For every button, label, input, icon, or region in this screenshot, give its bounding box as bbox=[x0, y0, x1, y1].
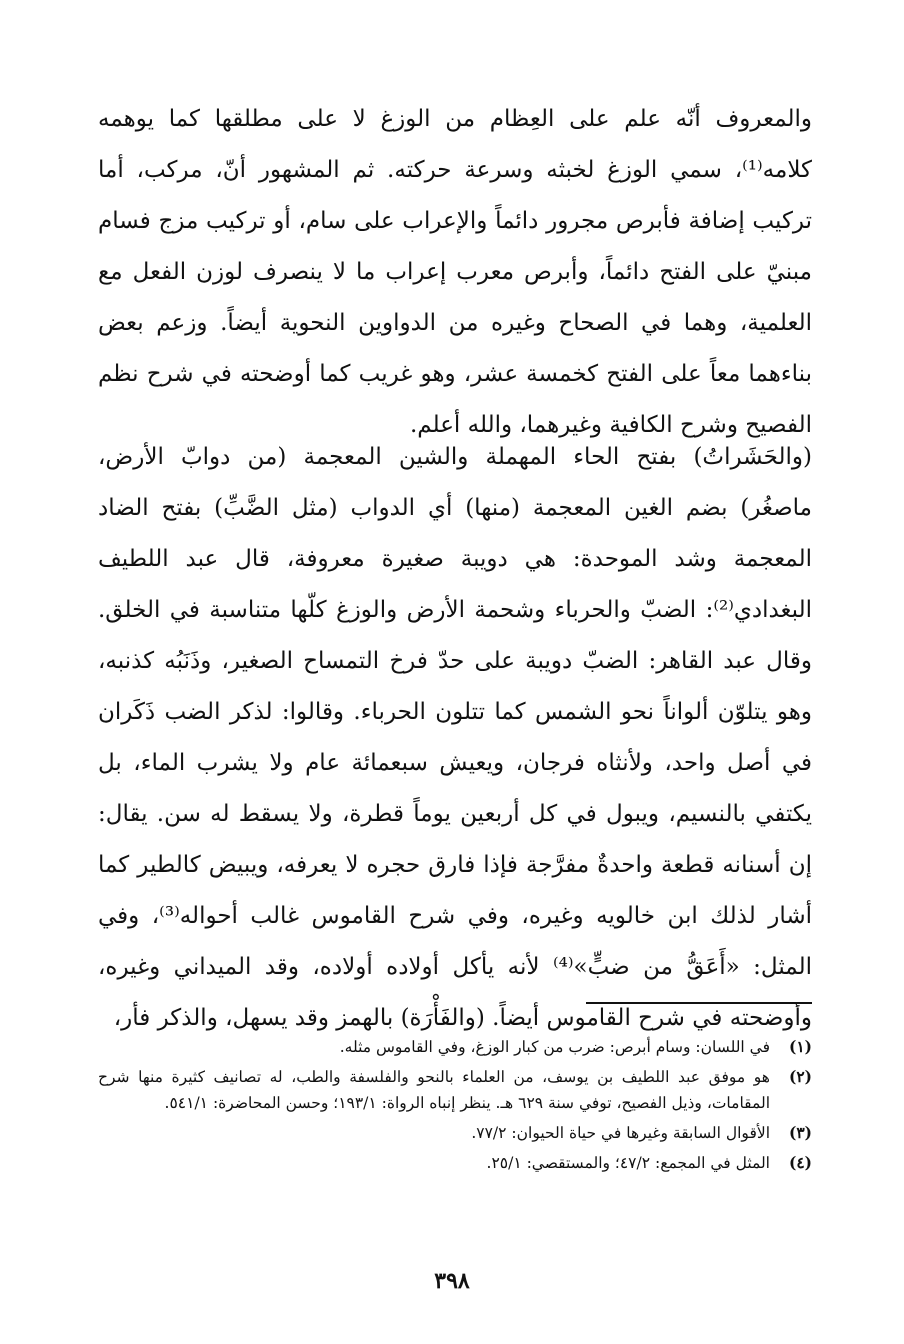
footnote-number: (٤) bbox=[788, 1153, 812, 1172]
footnote-item bbox=[98, 1150, 812, 1176]
footnote-item bbox=[98, 1034, 812, 1060]
page-number: ٣٩٨ bbox=[434, 1268, 470, 1294]
footnote-text: الأقوال السابقة وغيرها في حياة الحيوان: ٧٧/٢. bbox=[471, 1124, 770, 1142]
body-paragraph-2 bbox=[98, 432, 812, 1044]
footnote-text: هو موفق عبد اللطيف بن يوسف، من العلماء بالنحو والفلسفة والطب، له تصانيف كثيرة منها شرح المقامات، وذيل الفصيح، توفي سنة ٦٢٩ هـ. ينظر إنباه الرواة: ١٩٣/١؛ وحسن المحاضرة: ٥٤١/١. bbox=[98, 1068, 770, 1112]
footnote-number: (١) bbox=[788, 1037, 812, 1056]
body-paragraph-1 bbox=[98, 94, 812, 451]
footnote-number: (٣) bbox=[788, 1123, 812, 1142]
footnote-item bbox=[98, 1064, 812, 1116]
paragraph-text: والمعروف أنّه علم على العِظام من الوزغ لا على مطلقها كما يوهمه كلامه⁽¹⁾، سمي الوزغ لخبثه وسرعة حركته. ثم المشهور أنّ، مركب، أما تركيب إضافة فأبرص مجرور دائماً والإعراب على سام، أو تركيب مزج فسام مبنيّ على الفتح دائماً، وأبرص معرب إعراب ما لا ينصرف لوزن الفعل مع العلمية، وهما في الصحاح وغيره من الدواوين النحوية أيضاً. وزعم بعض بناءهما معاً على الفتح كخمسة عشر، وهو غريب كما أوضحته في شرح نظم الفصيح وشرح الكافية وغيرهما، والله أعلم. bbox=[98, 106, 812, 438]
footnote-text: المثل في المجمع: ٤٧/٢؛ والمستقصي: ٢٥/١. bbox=[486, 1154, 770, 1172]
paragraph-text: (والحَشَراتُ) بفتح الحاء المهملة والشين المعجمة (من دوابّ الأرض، ماصغُر) بضم الغين المعجمة (منها) أي الدواب (مثل الضَّبِّ) بفتح الضاد المعجمة وشد الموحدة: هي دويبة صغيرة معروفة، قال عبد اللطيف البغدادي⁽²⁾: الضبّ والحرباء وشحمة الأرض والوزغ كلّها متناسبة في الخلق. وقال عبد القاهر: الضبّ دويبة على حدّ فرخ التمساح الصغير، وذَنَبُه كذنبه، وهو يتلوّن ألواناً نحو الشمس كما تتلون الحرباء. وقالوا: لذكر الضب ذَكَران في أصل واحد، ولأنثاه فرجان، ويعيش سبعمائة عام ولا يشرب الماء، بل يكتفي بالنسيم، ويبول في كل أربعين يوماً قطرة، ولا يسقط له سن. يقال: إن أسنانه قطعة واحدةٌ مفرَّجة فإذا فارق حجره لا يعرفه، ويبيض كالطير كما أشار لذلك ابن خالويه وغيره، وفي شرح القاموس غالب أحواله⁽³⁾، وفي المثل: «أَعَقُّ من ضبٍّ»⁽⁴⁾ لأنه يأكل أولاده أولاده، وقد الميداني وغيره، وأوضحته في شرح القاموس أيضاً. (والفَأْرَة) بالهمز وقد يسهل، والذكر فأر، bbox=[98, 444, 812, 1031]
footnote-divider bbox=[586, 1002, 812, 1004]
footnotes bbox=[98, 1034, 812, 1180]
footnote-text: في اللسان: وسام أبرص: ضرب من كبار الوزغ، وفي القاموس مثله. bbox=[339, 1038, 770, 1056]
footnote-number: (٢) bbox=[788, 1067, 812, 1086]
footnote-item bbox=[98, 1120, 812, 1146]
